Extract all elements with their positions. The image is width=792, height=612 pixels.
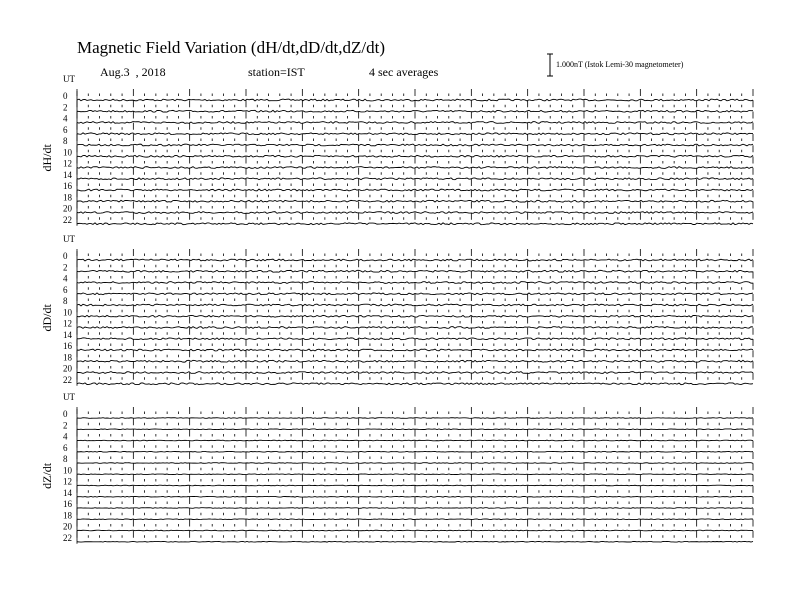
ut-axis-label: UT [63,392,75,402]
component-axis-label: dD/dt [40,304,54,332]
row-hour-label: 8 [63,296,68,306]
row-hour-label: 22 [63,532,72,543]
variation-trace [77,508,753,509]
row-hour-label: 16 [63,499,72,509]
variation-trace [77,541,753,542]
variation-trace [77,496,753,497]
row-hour-label: 10 [63,465,72,476]
variation-trace [77,519,753,520]
row-hour-label: 20 [63,363,72,374]
row-hour-label: 16 [63,341,72,351]
row-hour-label: 22 [63,374,72,385]
date-label: Aug.3 , 2018 [100,65,166,79]
row-hour-label: 20 [63,203,72,214]
row-hour-label: 14 [63,169,72,180]
row-hour-label: 18 [63,510,72,521]
row-hour-label: 20 [63,521,72,532]
ut-axis-label: UT [63,234,75,244]
variation-trace [77,451,753,452]
row-hour-label: 8 [63,454,68,464]
row-hour-label: 16 [63,181,72,191]
row-hour-label: 8 [63,136,68,146]
row-hour-label: 6 [63,442,68,453]
row-hour-label: 10 [63,307,72,318]
variation-trace [77,418,753,419]
row-hour-label: 12 [63,476,72,487]
row-hour-label: 2 [63,420,68,431]
variation-trace [77,383,753,385]
row-hour-label: 6 [63,284,68,295]
row-hour-label: 18 [63,352,72,363]
row-hour-label: 10 [63,147,72,158]
station-label: station=IST [248,65,305,79]
averaging-label: 4 sec averages [369,65,439,79]
variation-trace [77,463,753,464]
row-hour-label: 0 [63,251,68,261]
row-hour-label: 18 [63,192,72,203]
row-hour-label: 4 [63,273,68,284]
row-hour-label: 12 [63,318,72,329]
component-axis-label: dZ/dt [40,462,54,489]
row-hour-label: 14 [63,329,72,340]
variation-trace [77,429,753,430]
row-hour-label: 14 [63,487,72,498]
component-axis-label: dH/dt [40,144,54,172]
row-hour-label: 2 [63,102,68,113]
row-hour-label: 22 [63,214,72,225]
ut-axis-label: UT [63,74,75,84]
variation-trace [77,474,753,475]
scale-bar-label: 1.000nT (Istok Lemi-30 magnetometer) [556,60,684,69]
variation-trace [77,485,753,486]
row-hour-label: 6 [63,124,68,135]
row-hour-label: 0 [63,409,68,419]
row-hour-label: 2 [63,262,68,273]
variation-trace [77,440,753,441]
row-hour-label: 4 [63,431,68,442]
row-hour-label: 0 [63,91,68,101]
chart-title: Magnetic Field Variation (dH/dt,dD/dt,dZ/dt) [77,38,386,57]
variation-trace [77,530,753,531]
variation-trace [77,223,753,225]
row-hour-label: 4 [63,113,68,124]
row-hour-label: 12 [63,158,72,169]
